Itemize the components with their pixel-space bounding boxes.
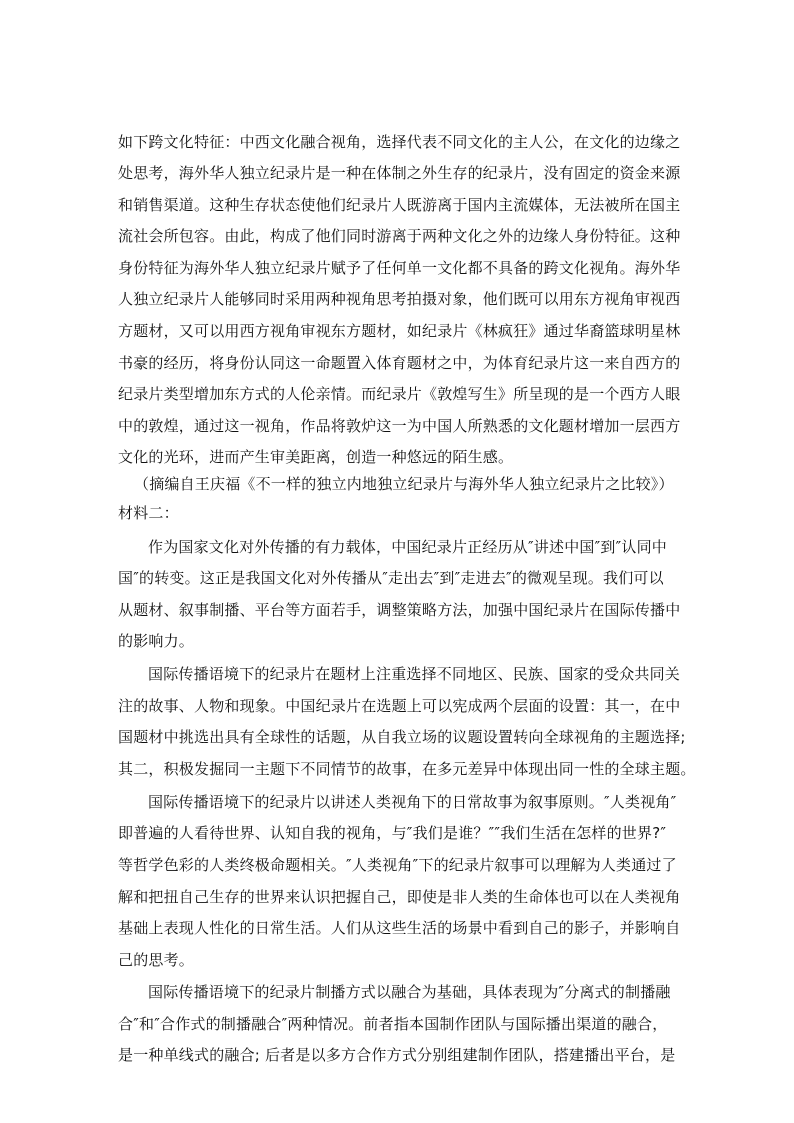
text-line: 基础上表现人性化的日常生活。人们从这些生活的场景中看到自己的影子，并影响自 (118, 919, 681, 937)
text-line: 书豪的经历，将身份认同这一命题置入体育题材之中，为体育纪录片这一来自西方的 (118, 354, 681, 372)
text-line: 国际传播语境下的纪录片以讲述人类视角下的日常故事为叙事原则。″人类视角″ (148, 793, 677, 811)
text-line: 处思考，海外华人独立纪录片是一种在体制之外生存的纪录片，没有固定的资金来源 (118, 164, 681, 182)
text-line: 从题材、叙事制播、平台等方面若手，调整策略方法，加强中国纪录片在国际传播中 (118, 601, 681, 619)
text-line: 等哲学色彩的人类终极命题相关。″人类视角″下的纪录片叙事可以理解为人类通过了 (118, 856, 677, 874)
text-line: 国际传播语境下的纪录片制播方式以融合为基础，具体表现为″分离式的制播融 (148, 983, 671, 1001)
text-line: 国″的转变。这正是我国文化对外传播从″走出去″到″走进去″的微观呈现。我们可以 (118, 569, 664, 587)
source-citation: （摘编自王庆福《不一样的独立内地独立纪录片与海外华人独立纪录片之比较》） (134, 475, 674, 493)
text-line: 流社会所包容。由此，构成了他们同时游离于两种文化之外的边缘人身份特征。这种 (118, 227, 681, 245)
text-line: 注的故事、人物和现象。中国纪录片在选题上可以宪成两个层面的设置：其一，在中 (118, 697, 681, 715)
text-line: 方题材，又可以用西方视角审视东方题材，如纪录片《林疯狂》通过华裔篮球明星林 (118, 322, 681, 340)
text-line: 和销售渠道。这种生存状态使他们纪录片人既游离于国内主流媒体，无法被所在国主 (118, 196, 681, 214)
text-line: 解和把扭自己生存的世界来认识把握自己，即使是非人类的生命体也可以在人类视角 (118, 888, 681, 906)
text-line: 国际传播语境下的纪录片在题材上注重选择不同地区、民族、国家的受众共同关 (148, 665, 681, 683)
text-line: 身份特征为海外华人独立纪录片赋予了任何单一文化都不具备的跨文化视角。海外华 (118, 259, 681, 277)
section-heading: 材料二： (118, 504, 179, 522)
text-line: 人独立纪录片人能够同时采用两种视角思考拍摄对象，他们既可以用东方视角审视西 (118, 290, 681, 308)
text-line: 合″和″合作式的制播融合″两种情况。前者指本国制作团队与国际播出渠道的融合， (118, 1015, 668, 1033)
text-line: 中的敦煌，通过这一视角，作品将敦炉这一为中国人所熟悉的文化题材增加一层西方 (118, 417, 681, 435)
text-line: 国题材中挑选出具有全球性的话题，从自我立场的议题设置转向全球视角的主题选择; (118, 728, 686, 746)
text-line: 即普遍的人看待世界、认知自我的视角，与″我们是谁？″″我们生活在怎样的世界?″ (118, 824, 667, 842)
text-line: 如下跨文化特征：中西文化融合视角，选择代表不同文化的主人公，在文化的边缘之 (118, 133, 681, 151)
text-line: 作为国家文化对外传播的有力载体，中国纪录片正经历从″讲述中国″到″认同中 (148, 538, 668, 556)
text-line: 其二，积极发掘同一主题下不同情节的故事，在多元差异中体现出同一性的全球主题。 (118, 760, 696, 778)
text-line: 文化的光环，进而产生审美距离，创造一种悠远的陌生感。 (118, 448, 514, 466)
text-line: 是一种单线式的融合; 后者是以多方合作方式分别组建制作团队，搭建播出平台，是 (118, 1046, 676, 1064)
text-line: 的影响力。 (118, 632, 195, 650)
text-line: 己的思考。 (118, 951, 195, 969)
text-line: 纪录片类型增加东方式的人伦亲情。而纪录片《敦煌写生》所呈现的是一个西方人眼 (118, 385, 681, 403)
